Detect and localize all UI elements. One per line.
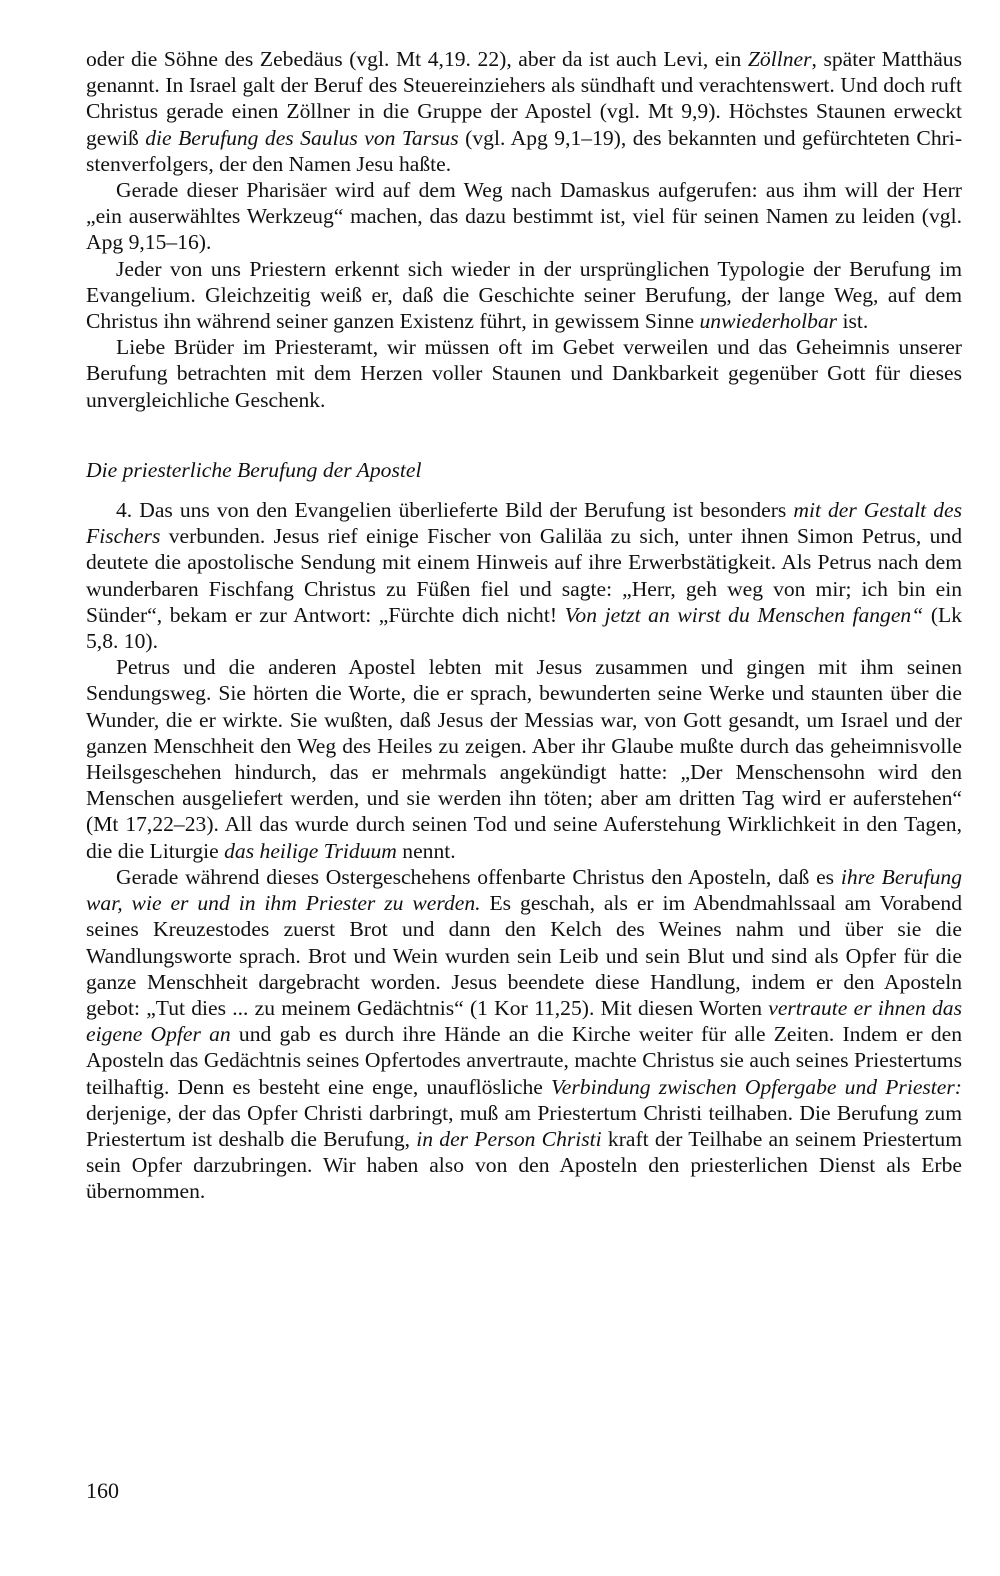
emphasis-text: Von jetzt an wirst du Menschen fangen“ (564, 602, 924, 627)
text-run: Gerade dieser Pharisäer wird auf dem Weg nach Damaskus aufgerufen: aus ihm will der Herr „ein auserwähltes Werkzeug“ machen, das dazu bestimmt ist, viel für seinen Namen zu leiden (vgl. Apg 9,15–16). (86, 178, 962, 255)
paragraph (86, 334, 962, 413)
paragraph (86, 46, 962, 177)
text-run: 4. Das uns von den Evangelien überlieferte Bild der Berufung ist besonders (116, 498, 794, 523)
paragraph (86, 177, 962, 256)
text-run: derjenige, der das Opfer Christi darbringt, muß am Priestertum Christi teilhaben. Die Berufung zum Priestertum ist deshalb die Berufung, (86, 1100, 962, 1151)
emphasis-text: mit der Gestalt des Fischers (86, 498, 962, 549)
emphasis-text: ihre Berufung war, wie er und in ihm Priester zu werden. (86, 864, 962, 916)
text-run: (Lk 5,8. 10). (86, 602, 962, 654)
paragraph (86, 497, 962, 654)
text-run: (vgl. Apg 9,1–19), des bekannten und gefürchteten Christenverfolgers, der den Namen Jesu haßte. (86, 125, 963, 176)
text-run: verbunden. Jesus rief einige Fischer von Galiläa zu sich, unter ihnen Simon Petrus, und deutete die apostolische Sendung mit einem Hinweis auf ihre Erwerbstätigkeit. Als Petrus nach dem wunderbaren Fischfang Christus zu Füßen fiel und sagte: „Herr, geh weg von mir; ich bin ein Sünder“, bekam er zur Antwort: „Fürchte dich nicht! (86, 524, 962, 627)
paragraph (86, 654, 962, 864)
text-run: Es geschah, als er im Abendmahlssaal am Vorabend seines Kreuzestodes zuerst Brot und dann den Kelch des Weines nahm und über sie die Wandlungsworte sprach. Brot und Wein wurden sein Leib und sein Blut und sind als Opfer für die ganze Menschheit dargebracht worden. Jesus beendete diese Handlung, indem er den Aposteln gebot: „Tut dies ... zu meinem Gedächtnis“ (1 Kor 11,25). Mit diesen Worten (86, 891, 962, 1020)
text-run: und gab es durch ihre Hände an die Kirche weiter für alle Zeiten. Indem er den Aposteln das Gedächtnis seines Opfertodes anvertraute, machte Christus sie auch seines Priestertums teilhaftig. Denn es besteht eine enge, unauflösliche (86, 1022, 962, 1099)
document-page (86, 46, 962, 1205)
text-run: Jeder von uns Priestern erkennt sich wieder in der ursprünglichen Typologie der Berufung im Evangelium. Gleichzeitig weiß er, daß die Geschichte seiner Berufung, der lange Weg, auf dem Christus ihn während seiner ganzen Existenz führt, in gewissem Sinne (86, 256, 962, 334)
emphasis-text: die Berufung des Saulus von Tarsus (145, 125, 459, 150)
text-run: oder die Söhne des Zebedäus (vgl. Mt 4,19. 22), aber da ist auch Levi, ein (86, 47, 748, 71)
opening-text (86, 46, 962, 413)
emphasis-text: das heilige Triduum (224, 838, 397, 863)
paragraph (86, 256, 962, 335)
page-number: 160 (86, 1478, 119, 1503)
emphasis-text: unwiederholbar (699, 309, 838, 334)
emphasis-text: Verbindung zwischen Opfergabe und Priester: (551, 1074, 962, 1099)
paragraph (86, 864, 962, 1205)
text-run: Gerade während dieses Ostergeschehens offenbarte Christus den Aposteln, daß es (116, 864, 841, 889)
emphasis-text: vertraute er ihnen das eigene Opfer an (86, 995, 963, 1047)
section-text (86, 497, 962, 1204)
text-run: Liebe Brüder im Priesteramt, wir müssen oft im Gebet verweilen und das Geheimnis unserer Berufung betrachten mit dem Herzen voller Staunen und Dankbarkeit gegenüber Gott für dieses unvergleichliche Geschenk. (86, 335, 962, 412)
text-run: Petrus und die anderen Apostel lebten mit Jesus zusammen und gingen mit ihm seinen Sendungsweg. Sie hörten die Worte, die er sprach, bewunderten seine Werke und staunten über die Wunder, die er wirkte. Sie wußten, daß Jesus der Messias war, von Gott gesandt, um Israel und der ganzen Menschheit den Weg des Heiles zu zeigen. Aber ihr Glaube mußte durch das geheimnisvolle Heilsgeschehen hindurch, das er mehrmals angekündigt hatte: „Der Menschensohn wird den Menschen ausgeliefert werden, und sie werden ihn töten; aber am dritten Tag wird er auferstehen“ (Mt 17,22–23). All das wurde durch seinen Tod und seine Auferstehung Wirklichkeit in den Tagen, die die Liturgie (86, 655, 962, 863)
text-run: nennt. (396, 838, 456, 863)
section-heading: Die priesterliche Berufung der Apostel (86, 457, 422, 482)
text-run: ist. (837, 309, 869, 334)
text-run: , später Matthäus genannt. In Israel galt der Beruf des Steuereinziehers als sündhaft und verachtenswert. Und doch ruft Christus gerade einen Zöllner in die Gruppe der Apostel (vgl. Mt 9,9). Höchstes Staunen erweckt gewiß (86, 47, 963, 150)
emphasis-text: Zöllner (747, 47, 812, 71)
text-run: kraft der Teilhabe an seinem Priestertum sein Opfer darzubringen. Wir haben also von den Aposteln den priesterlichen Dienst als Erbe übernommen. (86, 1126, 962, 1204)
emphasis-text: in der Person Christi (416, 1126, 602, 1151)
